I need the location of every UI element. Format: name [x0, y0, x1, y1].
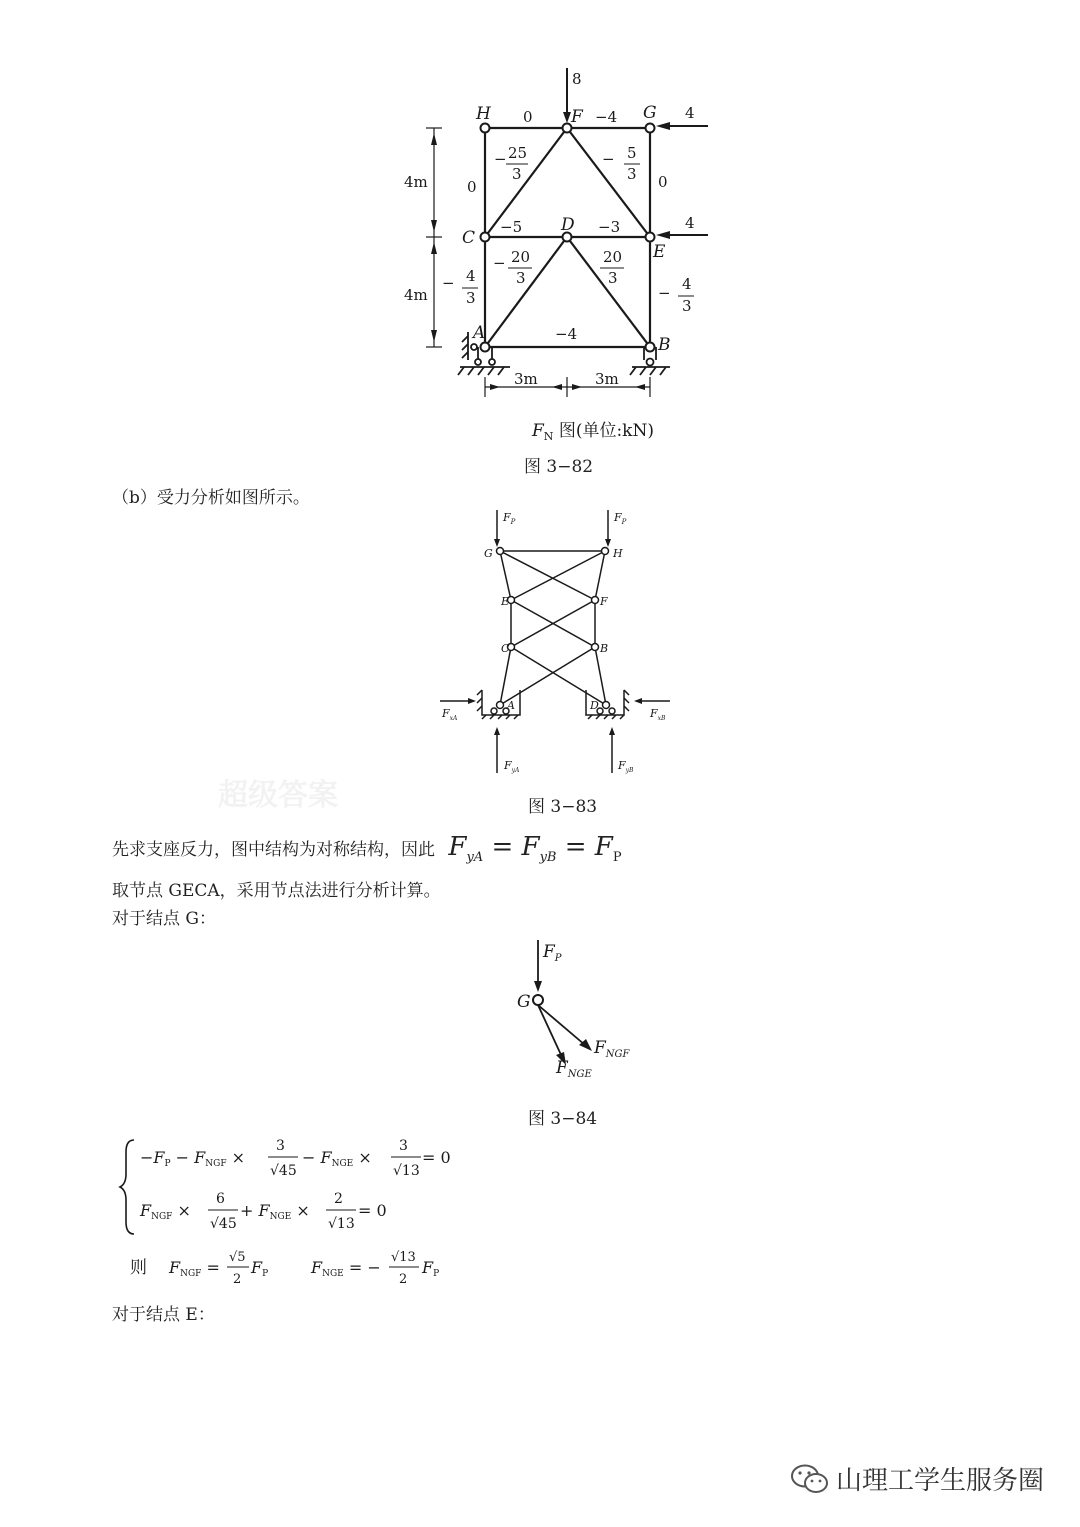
svg-text:= 0: = 0	[422, 1148, 451, 1167]
svg-text:FxA: $F_{xA}$	[442, 707, 458, 722]
svg-text:−: −	[493, 254, 506, 272]
truss-figure-3-83	[430, 505, 680, 785]
node-label-F: F	[571, 107, 583, 127]
svg-text:2: 2	[334, 1191, 343, 1207]
dim-upper: 4m	[404, 173, 428, 191]
node-label-B: B	[658, 335, 671, 355]
caption-3-82: 图 3−82	[524, 457, 594, 477]
svg-text:−: −	[494, 150, 507, 168]
svg-text:FP: $F_P$	[543, 942, 562, 964]
svg-text:−: −	[442, 274, 455, 292]
svg-text:√13: √13	[391, 1250, 416, 1265]
svg-text:√13: √13	[393, 1163, 420, 1179]
svg-text:2: 2	[233, 1272, 242, 1287]
reaction-equation: $F_{yA} = F_{yB} = F_P$	[448, 832, 622, 866]
svg-text:+ FNGE ×: + FNGE ×	[240, 1201, 310, 1222]
caption-3-84: 图 3−84	[528, 1109, 598, 1129]
truss-figure-3-82	[390, 60, 730, 450]
paragraph-node-E: 对于结点 E：	[112, 1305, 215, 1325]
svg-text:4: 4	[682, 275, 692, 293]
watermark: 超级答案	[218, 778, 338, 813]
force-HC: 0	[467, 178, 477, 196]
force-DE: −3	[598, 218, 621, 236]
force-GE: 0	[658, 173, 668, 191]
svg-text:20: 20	[511, 248, 531, 266]
svg-text:FNGF: $F_{NGF}$	[594, 1038, 630, 1060]
svg-text:√13: √13	[328, 1216, 355, 1232]
svg-text:FxB: $F_{xB}$	[650, 707, 666, 722]
svg-text:FNGF ×: FNGF ×	[140, 1201, 191, 1222]
svg-text:3: 3	[512, 165, 522, 183]
figure-subtitle: $F_N$ 图(单位:kN)	[532, 421, 654, 443]
wechat-icon	[790, 1462, 830, 1496]
svg-text:25: 25	[508, 144, 528, 162]
node-label-A: A	[473, 323, 486, 343]
load-F-value: 8	[572, 70, 582, 88]
equation-result	[125, 1245, 485, 1290]
svg-text:B: B	[600, 642, 609, 655]
paragraph-reaction: 先求支座反力，图中结构为对称结构，因此 $F_{yA} = F_{yB} = F_P$	[112, 832, 622, 866]
force-CD: −5	[500, 218, 523, 236]
svg-text:C: C	[501, 642, 510, 655]
svg-text:FyA: $F_{yA}$	[504, 759, 520, 774]
force-AB: −4	[555, 325, 578, 343]
node-label-E: E	[653, 242, 666, 262]
svg-text:20: 20	[603, 248, 623, 266]
force-HF: 0	[523, 108, 533, 126]
svg-text:− FNGE ×: − FNGE ×	[302, 1148, 372, 1169]
load-E-value: 4	[685, 214, 695, 232]
svg-text:3: 3	[627, 165, 637, 183]
dim-left: 3m	[514, 370, 538, 388]
svg-text:3: 3	[516, 269, 526, 287]
svg-text:−: −	[602, 150, 615, 168]
svg-text:−FP − FNGF ×: −FP − FNGF ×	[140, 1148, 246, 1169]
svg-text:FP: FP	[422, 1258, 440, 1279]
svg-text:FP: $F_P$	[614, 511, 627, 526]
svg-text:3: 3	[399, 1138, 408, 1154]
node-label-H: H	[476, 104, 491, 124]
equation-system	[118, 1130, 498, 1245]
node-label-G: G	[643, 103, 657, 123]
svg-text:3: 3	[608, 269, 618, 287]
svg-text:3: 3	[682, 297, 692, 315]
svg-text:D: D	[590, 699, 599, 712]
svg-text:2: 2	[399, 1272, 408, 1287]
caption-3-83: 图 3−83	[528, 797, 598, 817]
paragraph-take-nodes: 取节点 GECA，采用节点法进行分析计算。	[112, 881, 441, 901]
paragraph-node-G: 对于结点 G：	[112, 909, 216, 929]
paragraph-b-intro: （b）受力分析如图所示。	[112, 488, 310, 508]
svg-text:FNGF =: FNGF =	[169, 1258, 220, 1279]
svg-text:H: H	[613, 547, 623, 560]
svg-text:G: G	[517, 992, 531, 1012]
dim-right: 3m	[595, 370, 619, 388]
svg-text:FNGE = −: FNGE = −	[311, 1258, 381, 1279]
svg-text:3: 3	[466, 289, 476, 307]
svg-text:5: 5	[627, 144, 637, 162]
svg-text:= 0: = 0	[358, 1201, 387, 1220]
svg-text:FP: FP	[251, 1258, 269, 1279]
load-G-value: 4	[685, 104, 695, 122]
svg-text:E: E	[501, 595, 510, 608]
svg-text:A: A	[507, 699, 515, 712]
node-label-D: D	[561, 215, 575, 235]
svg-text:√5: √5	[229, 1250, 246, 1265]
svg-text:FyB: $F_{yB}$	[618, 759, 634, 774]
svg-text:4: 4	[466, 267, 476, 285]
svg-text:F: F	[600, 595, 608, 608]
svg-text:√45: √45	[210, 1216, 237, 1232]
brand-name: 山理工学生服务圈	[836, 1466, 1045, 1496]
joint-G-figure-3-84	[510, 935, 650, 1085]
svg-text:FNGE: $F_{NGE}$	[556, 1058, 592, 1080]
dim-lower: 4m	[404, 286, 428, 304]
svg-text:FP: $F_P$	[503, 511, 516, 526]
svg-text:G: G	[484, 547, 493, 560]
svg-text:则: 则	[130, 1258, 147, 1278]
svg-text:6: 6	[216, 1191, 225, 1207]
svg-text:−: −	[658, 284, 671, 302]
node-label-C: C	[462, 228, 476, 248]
svg-text:√45: √45	[270, 1163, 297, 1179]
svg-text:3: 3	[276, 1138, 285, 1154]
brand-badge	[790, 1460, 1044, 1497]
force-FG: −4	[595, 108, 618, 126]
